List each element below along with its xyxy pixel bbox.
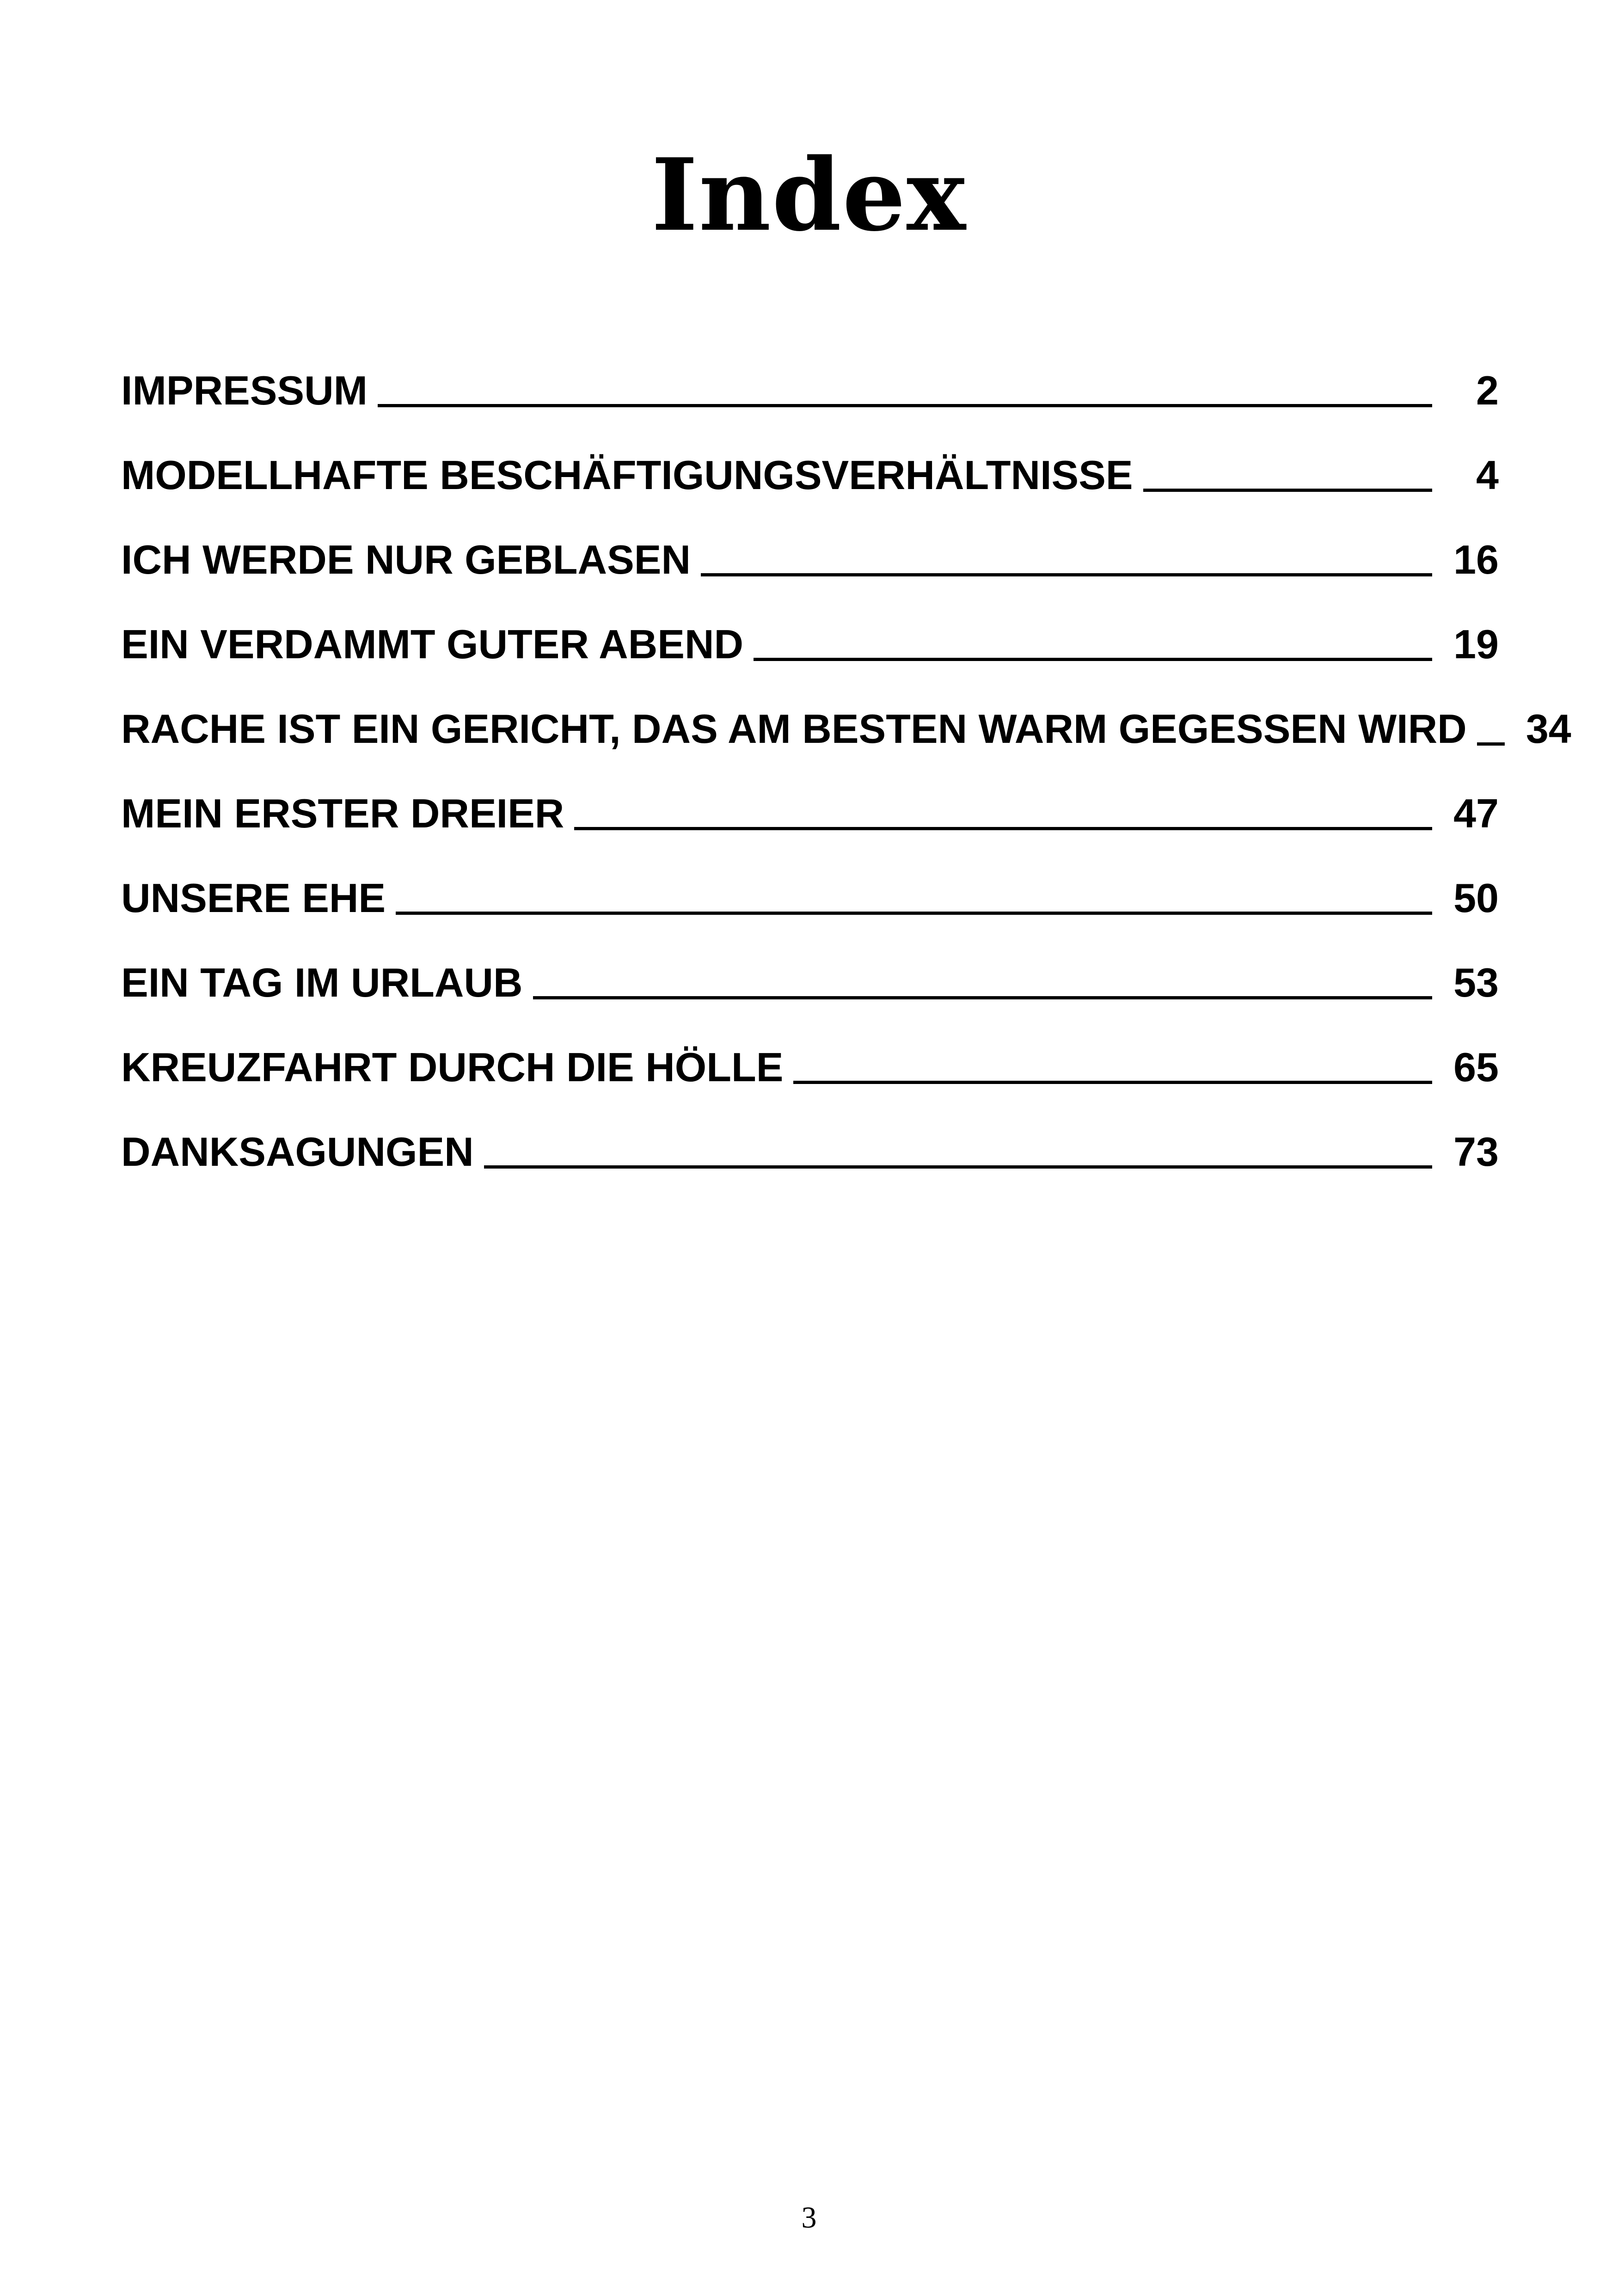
toc-entry-page: 65 (1453, 1044, 1499, 1090)
toc-leader-line (701, 573, 1432, 576)
toc-entry-impressum[interactable] (121, 333, 1499, 417)
toc-entry-title: UNSERE EHE (121, 875, 386, 921)
toc-entry-page: 50 (1453, 875, 1499, 921)
toc-leader-line (396, 912, 1432, 915)
toc-entry-page: 34 (1526, 706, 1571, 752)
toc-entry-modellhafte[interactable] (121, 417, 1499, 502)
toc-entry-title: KREUZFAHRT DURCH DIE HÖLLE (121, 1044, 784, 1090)
toc-leader-line (793, 1081, 1432, 1084)
toc-entry-title: IMPRESSUM (121, 367, 368, 413)
toc-entry-page: 19 (1453, 621, 1499, 667)
toc-entry-title: EIN VERDAMMT GUTER ABEND (121, 621, 744, 667)
toc-entry-title: ICH WERDE NUR GEBLASEN (121, 537, 691, 582)
toc-leader-line (484, 1165, 1432, 1169)
toc-entry-urlaub[interactable] (121, 925, 1499, 1010)
toc-entry-page: 73 (1453, 1129, 1499, 1175)
toc-entry-page: 4 (1476, 452, 1499, 498)
toc-leader-line (754, 658, 1432, 661)
toc-leader-line (378, 404, 1432, 407)
toc-entry-geblasen[interactable] (121, 502, 1499, 587)
toc-entry-page: 47 (1453, 790, 1499, 836)
toc-entry-page: 53 (1453, 960, 1499, 1005)
toc-leader-line (1477, 742, 1505, 746)
page-title: Index (651, 136, 967, 254)
toc-entry-title: MEIN ERSTER DREIER (121, 790, 564, 836)
toc-entry-page: 16 (1453, 537, 1499, 582)
toc-entry-kreuzfahrt[interactable] (121, 1010, 1499, 1094)
toc-entry-danksagungen[interactable] (121, 1094, 1499, 1179)
toc-entry-dreier[interactable] (121, 756, 1499, 840)
toc-leader-line (574, 827, 1432, 830)
toc-entry-page: 2 (1476, 367, 1499, 413)
toc-entry-title: DANKSAGUNGEN (121, 1129, 474, 1175)
toc-entry-title: EIN TAG IM URLAUB (121, 960, 523, 1005)
toc-entry-rache[interactable] (121, 671, 1571, 756)
toc-entry-title: MODELLHAFTE BESCHÄFTIGUNGSVERHÄLTNISSE (121, 452, 1133, 498)
table-of-contents (121, 333, 1571, 1179)
toc-entry-ehe[interactable] (121, 840, 1499, 925)
toc-leader-line (1143, 489, 1432, 492)
toc-entry-abend[interactable] (121, 587, 1499, 671)
page-number: 3 (801, 2201, 817, 2235)
toc-leader-line (533, 996, 1432, 999)
toc-entry-title: RACHE IST EIN GERICHT, DAS AM BESTEN WARM GEGESSEN WIRD (121, 706, 1467, 752)
